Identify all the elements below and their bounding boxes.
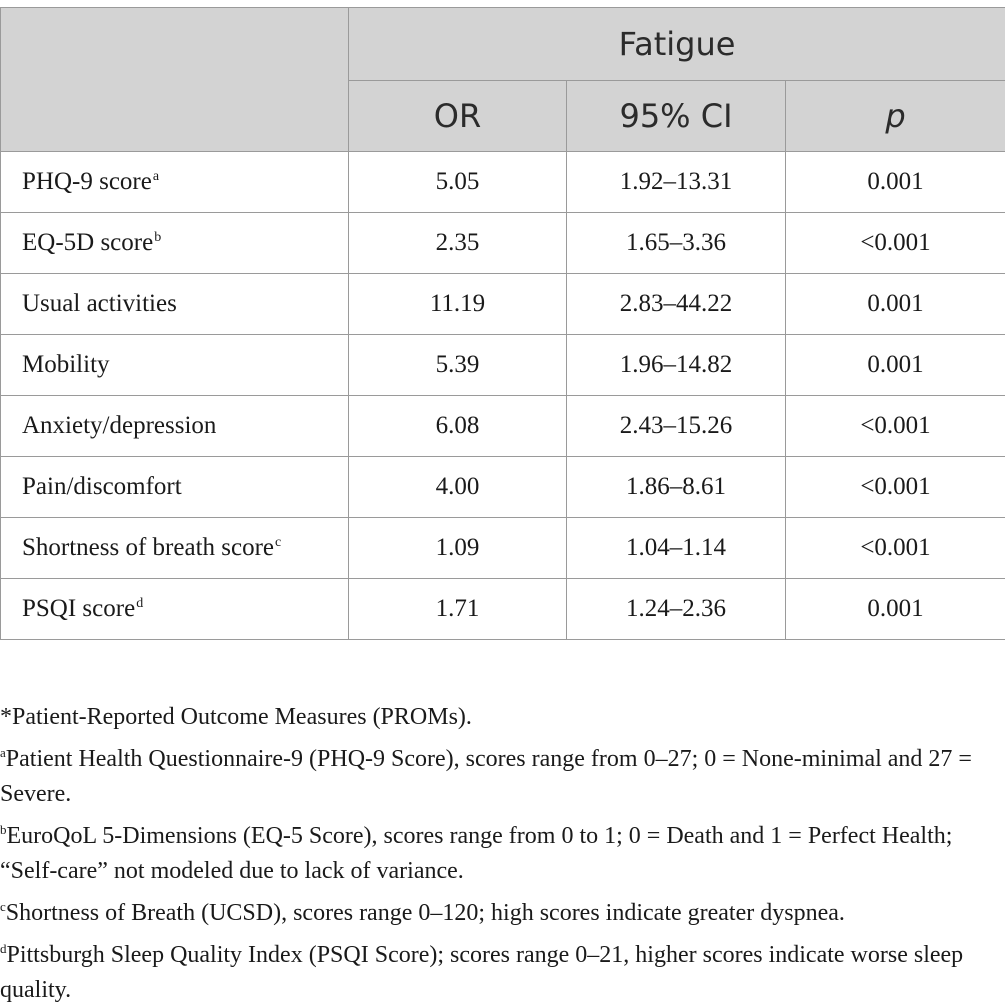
table-row: [1, 152, 1005, 213]
footnote-marker: c: [275, 535, 281, 550]
p-value-cell: <0.001: [786, 518, 1005, 579]
group-header-fatigue: Fatigue: [349, 8, 1005, 81]
confidence-interval-cell: 2.43–15.26: [567, 396, 786, 457]
odds-ratio-cell: 2.35: [349, 213, 567, 274]
odds-ratio-cell: 6.08: [349, 396, 567, 457]
footnote-a: $^a$Patient Health Questionnaire-9 (PHQ-9 Score), scores range from 0–27; 0 = None-minimal and 27 = Severe.: [0, 735, 1000, 812]
column-header-p: p: [786, 81, 1005, 152]
table-row: [1, 518, 1005, 579]
table-row: [1, 396, 1005, 457]
p-value-cell: <0.001: [786, 213, 1005, 274]
confidence-interval-cell: 1.24–2.36: [567, 579, 786, 640]
odds-ratio-cell: 1.71: [349, 579, 567, 640]
row-label: Pain/discomfort: [1, 457, 349, 518]
footnote-proms: *Patient-Reported Outcome Measures (PROMs).: [0, 700, 1000, 735]
confidence-interval-cell: 2.83–44.22: [567, 274, 786, 335]
footnote-c: $^c$Shortness of Breath (UCSD), scores range 0–120; high scores indicate greater dyspnea.: [0, 889, 1000, 931]
results-table: [0, 7, 1005, 640]
odds-ratio-cell: 5.39: [349, 335, 567, 396]
row-label: EQ-5D score$^b$: [1, 213, 349, 274]
row-label: Usual activities: [1, 274, 349, 335]
confidence-interval-cell: 1.65–3.36: [567, 213, 786, 274]
confidence-interval-cell: 1.86–8.61: [567, 457, 786, 518]
table-row: [1, 213, 1005, 274]
p-value-cell: 0.001: [786, 274, 1005, 335]
row-label: PHQ-9 score$^a$: [1, 152, 349, 213]
column-header-ci: 95% CI: [567, 81, 786, 152]
confidence-interval-cell: 1.96–14.82: [567, 335, 786, 396]
row-label: Shortness of breath score$^c$: [1, 518, 349, 579]
p-value-cell: 0.001: [786, 152, 1005, 213]
odds-ratio-cell: 1.09: [349, 518, 567, 579]
header-row-group: [1, 8, 1005, 81]
p-value-cell: <0.001: [786, 396, 1005, 457]
confidence-interval-cell: 1.04–1.14: [567, 518, 786, 579]
footnote-b: $^b$EuroQoL 5-Dimensions (EQ-5 Score), scores range from 0 to 1; 0 = Death and 1 = Perfect Health; “Self-care” not modeled due to lack of variance.: [0, 812, 1000, 889]
odds-ratio-cell: 4.00: [349, 457, 567, 518]
header-row-columns: [1, 81, 1005, 152]
odds-ratio-cell: 11.19: [349, 274, 567, 335]
footnote-d: $^d$Pittsburgh Sleep Quality Index (PSQI Score); scores range 0–21, higher scores indicate worse sleep quality.: [0, 931, 1000, 1008]
p-value-cell: 0.001: [786, 335, 1005, 396]
p-value-cell: 0.001: [786, 579, 1005, 640]
footnote-marker: a: [153, 169, 159, 184]
row-label: Anxiety/depression: [1, 396, 349, 457]
table-row: [1, 457, 1005, 518]
column-header-or: OR: [349, 81, 567, 152]
footnote-marker: b: [154, 230, 161, 245]
table-footnotes: [0, 700, 1000, 1008]
odds-ratio-cell: 5.05: [349, 152, 567, 213]
table-row: [1, 335, 1005, 396]
row-label: Mobility: [1, 335, 349, 396]
header-corner: [1, 8, 349, 81]
p-value-cell: <0.001: [786, 457, 1005, 518]
row-label: PSQI score$^d$: [1, 579, 349, 640]
footnote-marker: d: [136, 596, 143, 611]
table-row: [1, 274, 1005, 335]
header-corner-lower: [1, 81, 349, 152]
confidence-interval-cell: 1.92–13.31: [567, 152, 786, 213]
table-row: [1, 579, 1005, 640]
